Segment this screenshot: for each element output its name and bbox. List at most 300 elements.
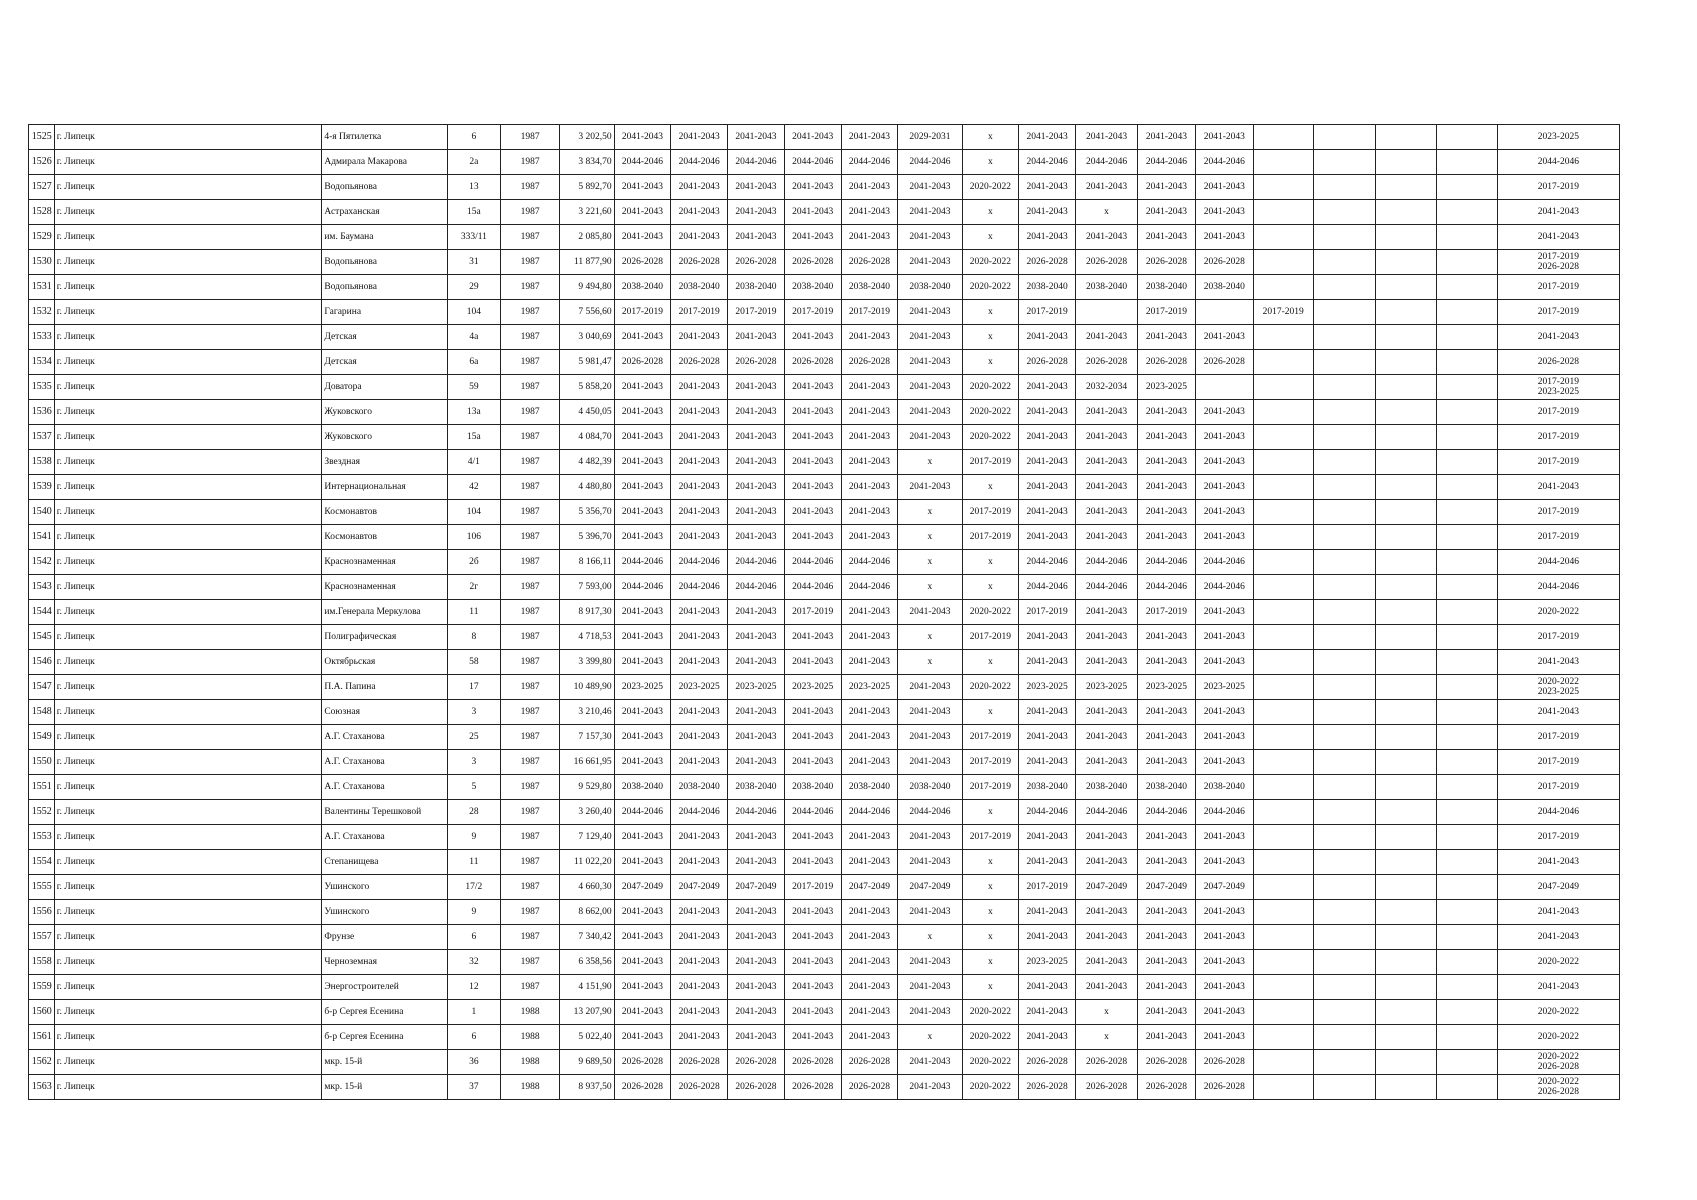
table-row (29, 700, 1620, 725)
year-cell: 1987 (501, 675, 560, 700)
row-number: 1534 (29, 350, 55, 375)
period-cell: 2041-2043 (841, 400, 898, 425)
period-cell: 2041-2043 (1138, 200, 1196, 225)
city-cell: г. Липецк (54, 800, 322, 825)
house-cell: 58 (447, 650, 501, 675)
area-cell: 3 210,46 (560, 700, 615, 725)
period-cell: 2041-2043 (1195, 325, 1253, 350)
period-cell: 2041-2043 (1138, 700, 1196, 725)
period-cell: 2041-2043 (1075, 125, 1137, 150)
period-cell: 2041-2043 (784, 900, 841, 925)
period-cell: 2026-2028 (671, 250, 728, 275)
row-number: 1553 (29, 825, 55, 850)
final-period-cell (1497, 675, 1619, 700)
row-number: 1529 (29, 225, 55, 250)
street-cell: П.А. Папина (322, 675, 447, 700)
final-period-cell (1497, 300, 1619, 325)
period-cell: 2041-2043 (1075, 975, 1137, 1000)
period-cell: 2044-2046 (728, 550, 785, 575)
table-row (29, 350, 1620, 375)
period-cell (1375, 300, 1436, 325)
area-cell: 3 834,70 (560, 150, 615, 175)
period-cell: 2041-2043 (1075, 850, 1137, 875)
period-cell (1436, 600, 1497, 625)
city-cell: г. Липецк (54, 975, 322, 1000)
period-cell: 2041-2043 (1195, 175, 1253, 200)
house-cell: 9 (447, 825, 501, 850)
period-cell: 2041-2043 (1019, 325, 1076, 350)
final-period-cell (1497, 625, 1619, 650)
period-cell (1436, 425, 1497, 450)
period-cell (1436, 950, 1497, 975)
period-cell: 2026-2028 (1195, 1050, 1253, 1075)
row-number: 1535 (29, 375, 55, 400)
period-cell (1375, 275, 1436, 300)
period-cell: 2020-2022 (962, 175, 1019, 200)
final-period-cell (1497, 225, 1619, 250)
period-cell: 2041-2043 (1195, 850, 1253, 875)
street-cell: Жуковского (322, 400, 447, 425)
city-cell: г. Липецк (54, 700, 322, 725)
period-cell (1253, 825, 1313, 850)
period-cell (1375, 750, 1436, 775)
period-cell: 2041-2043 (784, 400, 841, 425)
street-cell: Черноземная (322, 950, 447, 975)
period-cell: 2041-2043 (784, 975, 841, 1000)
area-cell: 9 689,50 (560, 1050, 615, 1075)
period-cell: 2047-2049 (614, 875, 671, 900)
table-body (29, 125, 1620, 1100)
year-cell: 1987 (501, 600, 560, 625)
period-cell: 2041-2043 (671, 900, 728, 925)
period-cell (1253, 125, 1313, 150)
period-cell: 2041-2043 (784, 925, 841, 950)
final-period-cell (1497, 150, 1619, 175)
period-cell: 2041-2043 (841, 525, 898, 550)
period-cell: 2017-2019 (962, 825, 1019, 850)
final-period-cell (1497, 175, 1619, 200)
period-cell (1253, 350, 1313, 375)
period-cell: 2041-2043 (898, 225, 962, 250)
final-period-cell (1497, 775, 1619, 800)
period-cell: 2038-2040 (671, 775, 728, 800)
row-number: 1527 (29, 175, 55, 200)
period-cell: 2041-2043 (1019, 375, 1076, 400)
period-cell: 2041-2043 (898, 400, 962, 425)
period-cell: 2041-2043 (841, 900, 898, 925)
period-cell: 2041-2043 (1019, 425, 1076, 450)
final-period-line: 2017-2019 (1537, 377, 1579, 387)
street-cell: мкр. 15-й (322, 1050, 447, 1075)
period-cell: 2041-2043 (1195, 225, 1253, 250)
period-cell: 2017-2019 (671, 300, 728, 325)
final-period-line: 2017-2019 (1537, 832, 1579, 842)
row-number: 1532 (29, 300, 55, 325)
period-cell: 2041-2043 (784, 750, 841, 775)
street-cell: мкр. 15-й (322, 1075, 447, 1100)
period-cell (1375, 250, 1436, 275)
period-cell: 2041-2043 (841, 975, 898, 1000)
final-period-line: 2044-2046 (1537, 557, 1579, 567)
area-cell: 4 660,30 (560, 875, 615, 900)
period-cell (1313, 900, 1375, 925)
period-cell (1375, 725, 1436, 750)
period-cell: 2023-2025 (1138, 375, 1196, 400)
year-cell: 1987 (501, 375, 560, 400)
period-cell: 2017-2019 (962, 625, 1019, 650)
period-cell: 2026-2028 (614, 350, 671, 375)
period-cell: 2041-2043 (614, 525, 671, 550)
period-cell (1253, 400, 1313, 425)
period-cell: 2026-2028 (671, 1050, 728, 1075)
period-cell (1436, 250, 1497, 275)
street-cell: им. Баумана (322, 225, 447, 250)
period-cell: 2026-2028 (1075, 1050, 1137, 1075)
final-period-line: 2017-2019 (1537, 757, 1579, 767)
final-period-cell (1497, 925, 1619, 950)
period-cell: 2041-2043 (728, 950, 785, 975)
period-cell: 2041-2043 (898, 425, 962, 450)
period-cell: 2041-2043 (1195, 750, 1253, 775)
period-cell: 2026-2028 (1195, 250, 1253, 275)
period-cell: 2041-2043 (1075, 750, 1137, 775)
final-period-cell (1497, 500, 1619, 525)
period-cell: 2041-2043 (841, 175, 898, 200)
period-cell: 2041-2043 (671, 975, 728, 1000)
period-cell: 2041-2043 (671, 175, 728, 200)
period-cell (1375, 550, 1436, 575)
house-cell: 36 (447, 1050, 501, 1075)
period-cell (1313, 250, 1375, 275)
final-period-cell (1497, 850, 1619, 875)
street-cell: Союзная (322, 700, 447, 725)
table-row (29, 875, 1620, 900)
period-cell: 2041-2043 (671, 425, 728, 450)
period-cell: 2041-2043 (728, 500, 785, 525)
period-cell: 2041-2043 (1195, 475, 1253, 500)
period-cell: 2041-2043 (614, 975, 671, 1000)
final-period-line: 2017-2019 (1537, 782, 1579, 792)
period-cell: 2041-2043 (784, 525, 841, 550)
period-cell (1313, 600, 1375, 625)
period-cell: 2041-2043 (1138, 500, 1196, 525)
period-cell (1253, 425, 1313, 450)
period-cell (1436, 575, 1497, 600)
row-number: 1540 (29, 500, 55, 525)
house-cell: 9 (447, 900, 501, 925)
city-cell: г. Липецк (54, 675, 322, 700)
city-cell: г. Липецк (54, 125, 322, 150)
final-period-cell (1497, 1050, 1619, 1075)
period-cell: x (962, 975, 1019, 1000)
period-cell: 2044-2046 (1075, 550, 1137, 575)
year-cell: 1987 (501, 550, 560, 575)
period-cell: 2041-2043 (1138, 950, 1196, 975)
city-cell: г. Липецк (54, 1075, 322, 1100)
year-cell: 1987 (501, 250, 560, 275)
final-period-line: 2020-2022 (1537, 677, 1579, 687)
period-cell (1313, 150, 1375, 175)
final-period-line: 2044-2046 (1537, 807, 1579, 817)
period-cell (1313, 775, 1375, 800)
table-row (29, 650, 1620, 675)
year-cell: 1987 (501, 525, 560, 550)
row-number: 1549 (29, 725, 55, 750)
final-period-line: 2020-2022 (1537, 957, 1579, 967)
final-period-line: 2017-2019 (1537, 182, 1579, 192)
street-cell: Водопьянова (322, 275, 447, 300)
period-cell: 2041-2043 (671, 225, 728, 250)
area-cell: 7 556,60 (560, 300, 615, 325)
period-cell: 2026-2028 (784, 1050, 841, 1075)
period-cell: 2041-2043 (898, 850, 962, 875)
period-cell: 2041-2043 (898, 975, 962, 1000)
period-cell: 2041-2043 (841, 625, 898, 650)
period-cell: x (898, 500, 962, 525)
period-cell: 2041-2043 (671, 500, 728, 525)
city-cell: г. Липецк (54, 625, 322, 650)
period-cell: 2017-2019 (962, 725, 1019, 750)
period-cell: 2041-2043 (1075, 700, 1137, 725)
area-cell: 7 340,42 (560, 925, 615, 950)
period-cell (1253, 925, 1313, 950)
final-period-line: 2044-2046 (1537, 582, 1579, 592)
period-cell (1195, 375, 1253, 400)
final-period-cell (1497, 550, 1619, 575)
period-cell: x (962, 950, 1019, 975)
period-cell: x (898, 925, 962, 950)
period-cell: 2047-2049 (1075, 875, 1137, 900)
final-period-cell (1497, 325, 1619, 350)
house-cell: 13 (447, 175, 501, 200)
period-cell: 2041-2043 (1075, 475, 1137, 500)
period-cell: 2041-2043 (1019, 525, 1076, 550)
period-cell (1313, 500, 1375, 525)
final-period-line: 2020-2022 (1537, 607, 1579, 617)
period-cell: 2041-2043 (898, 675, 962, 700)
period-cell: 2041-2043 (841, 600, 898, 625)
house-cell: 17/2 (447, 875, 501, 900)
area-cell: 8 166,11 (560, 550, 615, 575)
city-cell: г. Липецк (54, 925, 322, 950)
period-cell: 2041-2043 (1019, 1000, 1076, 1025)
period-cell (1253, 750, 1313, 775)
period-cell (1253, 1050, 1313, 1075)
period-cell: 2041-2043 (1019, 450, 1076, 475)
final-period-line: 2041-2043 (1537, 207, 1579, 217)
area-cell: 4 151,90 (560, 975, 615, 1000)
period-cell: 2041-2043 (1195, 725, 1253, 750)
period-cell: 2041-2043 (841, 475, 898, 500)
final-period-cell (1497, 125, 1619, 150)
period-cell (1313, 850, 1375, 875)
period-cell: 2041-2043 (671, 925, 728, 950)
table-row (29, 775, 1620, 800)
period-cell (1313, 700, 1375, 725)
period-cell: 2041-2043 (671, 400, 728, 425)
year-cell: 1987 (501, 500, 560, 525)
period-cell: 2026-2028 (728, 1075, 785, 1100)
period-cell: 2041-2043 (841, 850, 898, 875)
city-cell: г. Липецк (54, 550, 322, 575)
period-cell: 2026-2028 (1019, 250, 1076, 275)
row-number: 1545 (29, 625, 55, 650)
period-cell: 2026-2028 (1138, 1075, 1196, 1100)
period-cell (1375, 650, 1436, 675)
period-cell (1436, 1000, 1497, 1025)
house-cell: 8 (447, 625, 501, 650)
period-cell: 2041-2043 (1195, 200, 1253, 225)
final-period-line: 2044-2046 (1537, 157, 1579, 167)
period-cell: 2044-2046 (1019, 150, 1076, 175)
period-cell: 2041-2043 (784, 650, 841, 675)
street-cell: Ушинского (322, 875, 447, 900)
final-period-cell (1497, 200, 1619, 225)
period-cell: 2041-2043 (1195, 1000, 1253, 1025)
period-cell (1313, 800, 1375, 825)
period-cell (1313, 1075, 1375, 1100)
period-cell (1436, 900, 1497, 925)
period-cell: 2041-2043 (1075, 500, 1137, 525)
period-cell: 2017-2019 (1019, 300, 1076, 325)
period-cell: 2041-2043 (614, 650, 671, 675)
period-cell (1075, 300, 1137, 325)
final-period-line: 2017-2019 (1537, 507, 1579, 517)
period-cell (1253, 775, 1313, 800)
year-cell: 1987 (501, 800, 560, 825)
period-cell: 2026-2028 (1195, 1075, 1253, 1100)
period-cell: x (962, 475, 1019, 500)
street-cell: Звездная (322, 450, 447, 475)
year-cell: 1987 (501, 825, 560, 850)
period-cell (1436, 650, 1497, 675)
period-cell: 2041-2043 (784, 200, 841, 225)
row-number: 1536 (29, 400, 55, 425)
street-cell: Детская (322, 350, 447, 375)
table-row (29, 300, 1620, 325)
period-cell: 2047-2049 (841, 875, 898, 900)
period-cell: 2041-2043 (898, 1075, 962, 1100)
period-cell (1313, 575, 1375, 600)
final-period-line: 2026-2028 (1537, 357, 1579, 367)
period-cell (1313, 925, 1375, 950)
period-cell (1253, 200, 1313, 225)
period-cell: 2041-2043 (841, 125, 898, 150)
period-cell: 2038-2040 (728, 775, 785, 800)
period-cell (1253, 375, 1313, 400)
area-cell: 8 917,30 (560, 600, 615, 625)
area-cell: 5 892,70 (560, 175, 615, 200)
period-cell: 2041-2043 (1019, 175, 1076, 200)
period-cell: 2041-2043 (728, 725, 785, 750)
period-cell: 2041-2043 (784, 175, 841, 200)
period-cell: x (898, 575, 962, 600)
period-cell: 2041-2043 (1138, 400, 1196, 425)
period-cell: 2041-2043 (1138, 425, 1196, 450)
period-cell: 2044-2046 (841, 150, 898, 175)
year-cell: 1987 (501, 700, 560, 725)
row-number: 1544 (29, 600, 55, 625)
period-cell: 2041-2043 (1138, 625, 1196, 650)
period-cell: 2041-2043 (1019, 625, 1076, 650)
period-cell (1253, 575, 1313, 600)
period-cell: 2017-2019 (841, 300, 898, 325)
period-cell (1436, 300, 1497, 325)
period-cell: 2041-2043 (784, 850, 841, 875)
street-cell: А.Г. Стаханова (322, 725, 447, 750)
period-cell (1436, 375, 1497, 400)
period-cell: 2041-2043 (784, 1025, 841, 1050)
period-cell (1375, 175, 1436, 200)
period-cell (1253, 650, 1313, 675)
register-table (28, 124, 1620, 1100)
final-period-line: 2047-2049 (1537, 882, 1579, 892)
area-cell: 8 662,00 (560, 900, 615, 925)
house-cell: 6 (447, 925, 501, 950)
city-cell: г. Липецк (54, 1025, 322, 1050)
area-cell: 3 260,40 (560, 800, 615, 825)
period-cell: 2041-2043 (898, 475, 962, 500)
final-period-cell (1497, 1000, 1619, 1025)
period-cell: 2038-2040 (784, 275, 841, 300)
period-cell: 2041-2043 (671, 750, 728, 775)
period-cell (1313, 675, 1375, 700)
house-cell: 59 (447, 375, 501, 400)
period-cell: 2041-2043 (1195, 400, 1253, 425)
period-cell: 2032-2034 (1075, 375, 1137, 400)
period-cell: 2041-2043 (614, 325, 671, 350)
period-cell: 2041-2043 (1075, 900, 1137, 925)
area-cell: 11 877,90 (560, 250, 615, 275)
house-cell: 333/11 (447, 225, 501, 250)
period-cell: 2041-2043 (671, 700, 728, 725)
period-cell (1253, 225, 1313, 250)
area-cell: 10 489,90 (560, 675, 615, 700)
period-cell (1436, 1025, 1497, 1050)
period-cell: 2041-2043 (671, 600, 728, 625)
period-cell (1253, 525, 1313, 550)
period-cell: x (962, 700, 1019, 725)
period-cell: 2017-2019 (614, 300, 671, 325)
period-cell (1313, 175, 1375, 200)
period-cell: 2041-2043 (614, 475, 671, 500)
year-cell: 1987 (501, 850, 560, 875)
table-row (29, 375, 1620, 400)
period-cell: 2041-2043 (1019, 500, 1076, 525)
period-cell (1436, 850, 1497, 875)
city-cell: г. Липецк (54, 175, 322, 200)
house-cell: 1 (447, 1000, 501, 1025)
final-period-line: 2041-2043 (1537, 482, 1579, 492)
period-cell (1313, 350, 1375, 375)
period-cell: 2041-2043 (1075, 425, 1137, 450)
period-cell: x (898, 550, 962, 575)
period-cell (1253, 250, 1313, 275)
period-cell: 2041-2043 (898, 175, 962, 200)
period-cell: 2044-2046 (671, 150, 728, 175)
period-cell: 2041-2043 (841, 200, 898, 225)
period-cell: x (962, 150, 1019, 175)
period-cell: 2044-2046 (614, 150, 671, 175)
period-cell: 2026-2028 (1075, 250, 1137, 275)
period-cell (1375, 625, 1436, 650)
period-cell (1436, 875, 1497, 900)
period-cell (1313, 1025, 1375, 1050)
period-cell: 2026-2028 (1195, 350, 1253, 375)
period-cell: 2041-2043 (1138, 850, 1196, 875)
period-cell (1253, 500, 1313, 525)
street-cell: Водопьянова (322, 250, 447, 275)
